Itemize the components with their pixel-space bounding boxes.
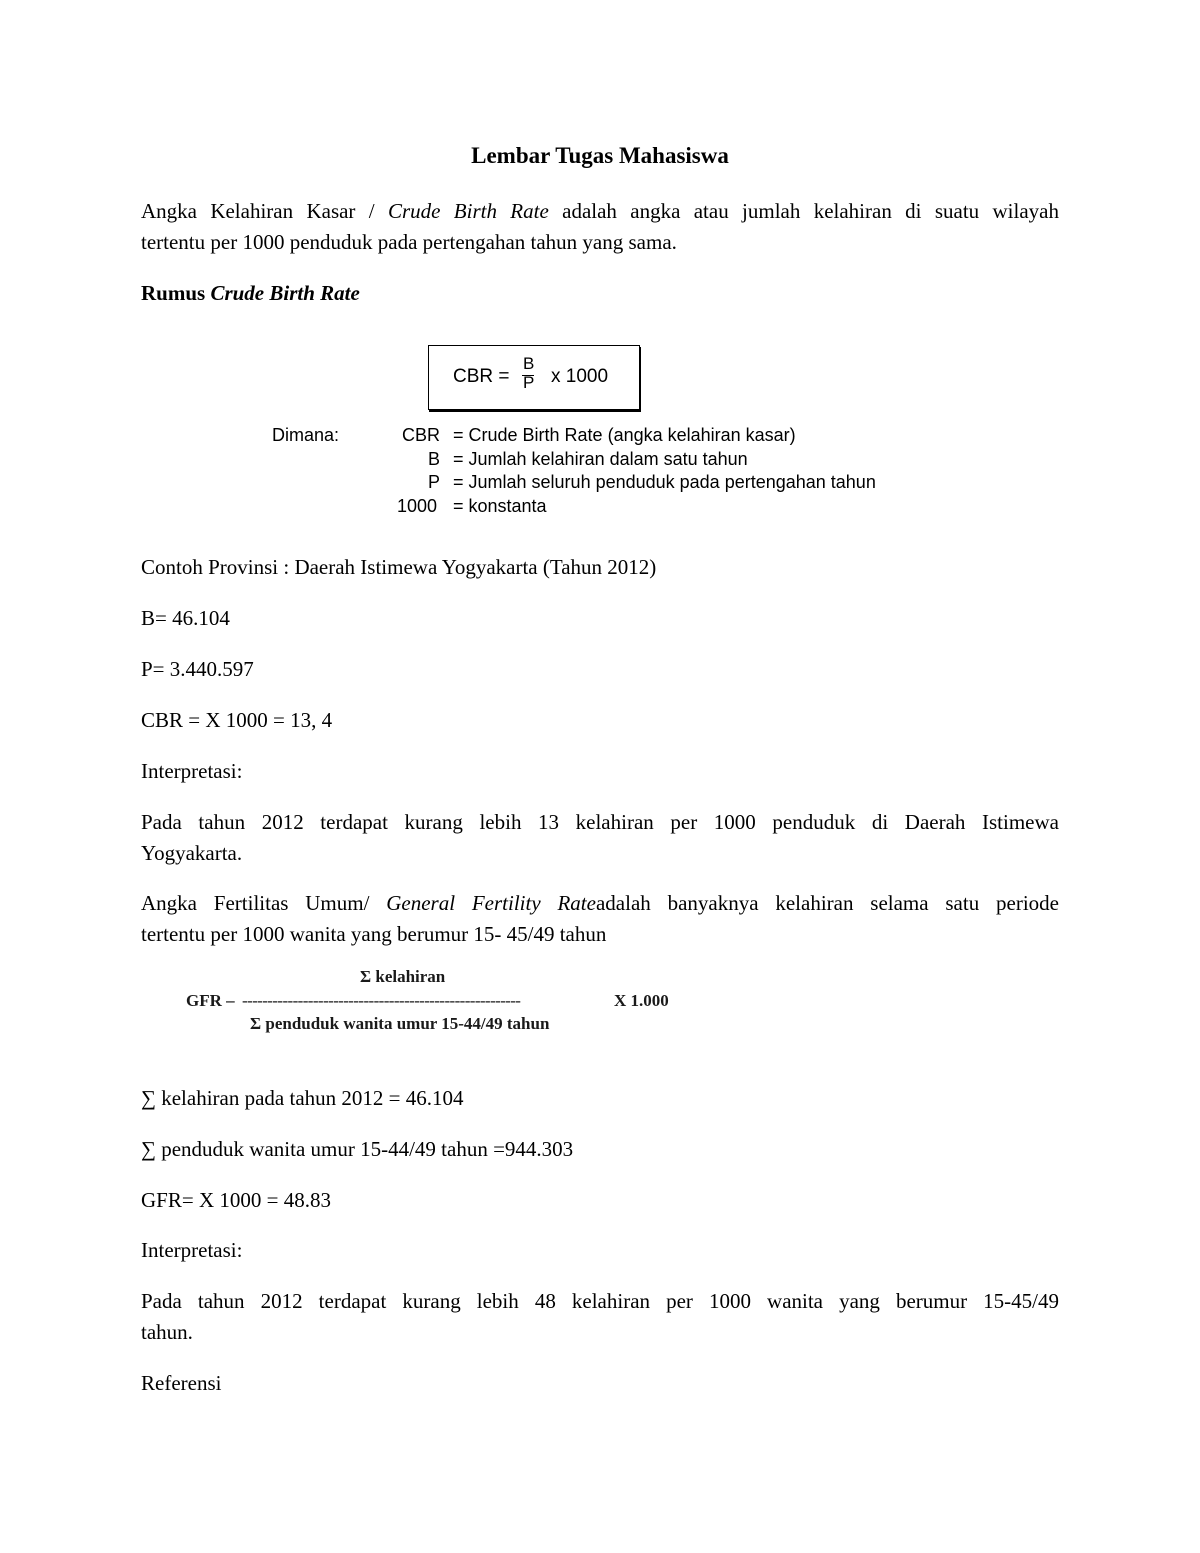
gfr-formula-denominator: Σ penduduk wanita umur 15-44/49 tahun [250,1014,550,1033]
def-desc-1000: = konstanta [453,496,547,516]
gfr-example-kelahiran: ∑ kelahiran pada tahun 2012 = 46.104 [141,1086,464,1110]
example-province: Contoh Provinsi : Daerah Istimewa Yogyakarta (Tahun 2012) [141,555,657,579]
intro-line-2: tertentu per 1000 penduduk pada pertengahan tahun yang sama. [141,230,677,254]
gfr-formula-lhs: GFR – [186,991,235,1010]
cbr-formula-denominator: P [523,373,535,392]
gfr-interpretation-line-2: tahun. [141,1320,193,1344]
gfr-intro-line-1: Angka Fertilitas Umum/ General Fertility Rateadalah banyaknya kelahiran selama satu periode [141,891,1059,915]
gfr-interpretation-label: Interpretasi: [141,1238,243,1262]
gfr-formula-rhs: X 1.000 [614,991,669,1010]
gfr-formula-numerator: Σ kelahiran [360,967,446,986]
def-symbol-1000: 1000 [396,496,437,516]
gfr-formula-dashes: ------------------------------------------------------- [242,991,521,1010]
def-symbol-cbr: CBR [401,425,440,445]
def-symbol-p: P [427,472,440,492]
gfr-intro-line-2: tertentu per 1000 wanita yang berumur 15- 45/49 tahun [141,922,607,946]
def-desc-p: = Jumlah seluruh penduduk pada pertengahan tahun [453,472,876,492]
cbr-interpretation-label: Interpretasi: [141,759,243,783]
gfr-example-result: GFR= X 1000 = 48.83 [141,1188,331,1212]
example-b: B= 46.104 [141,606,230,630]
example-cbr: CBR = X 1000 = 13, 4 [141,708,333,732]
cbr-interpretation-line-2: Yogyakarta. [141,841,243,865]
def-symbol-b: B [427,449,440,469]
def-desc-cbr: = Crude Birth Rate (angka kelahiran kasar) [453,425,796,445]
cbr-formula-numerator: B [523,354,535,373]
cbr-formula-rhs: x 1000 [551,366,609,387]
gfr-interpretation-line-1: Pada tahun 2012 terdapat kurang lebih 48 kelahiran per 1000 wanita yang berumur 15-45/49 [141,1289,1059,1313]
cbr-formula-lhs: CBR = [453,366,510,387]
cbr-interpretation-line-1: Pada tahun 2012 terdapat kurang lebih 13 kelahiran per 1000 penduduk di Daerah Istimewa [141,810,1059,834]
cbr-formula-box [428,345,640,410]
rumus-heading: Rumus Crude Birth Rate [141,281,360,305]
gfr-example-penduduk: ∑ penduduk wanita umur 15-44/49 tahun =944.303 [141,1137,574,1161]
def-desc-b: = Jumlah kelahiran dalam satu tahun [453,449,748,469]
definitions-label: Dimana: [272,425,340,445]
page-title: Lembar Tugas Mahasiswa [471,143,729,168]
example-p: P= 3.440.597 [141,657,254,681]
referensi-heading: Referensi [141,1371,222,1395]
intro-line-1: Angka Kelahiran Kasar / Crude Birth Rate adalah angka atau jumlah kelahiran di suatu wilayah [141,199,1059,223]
